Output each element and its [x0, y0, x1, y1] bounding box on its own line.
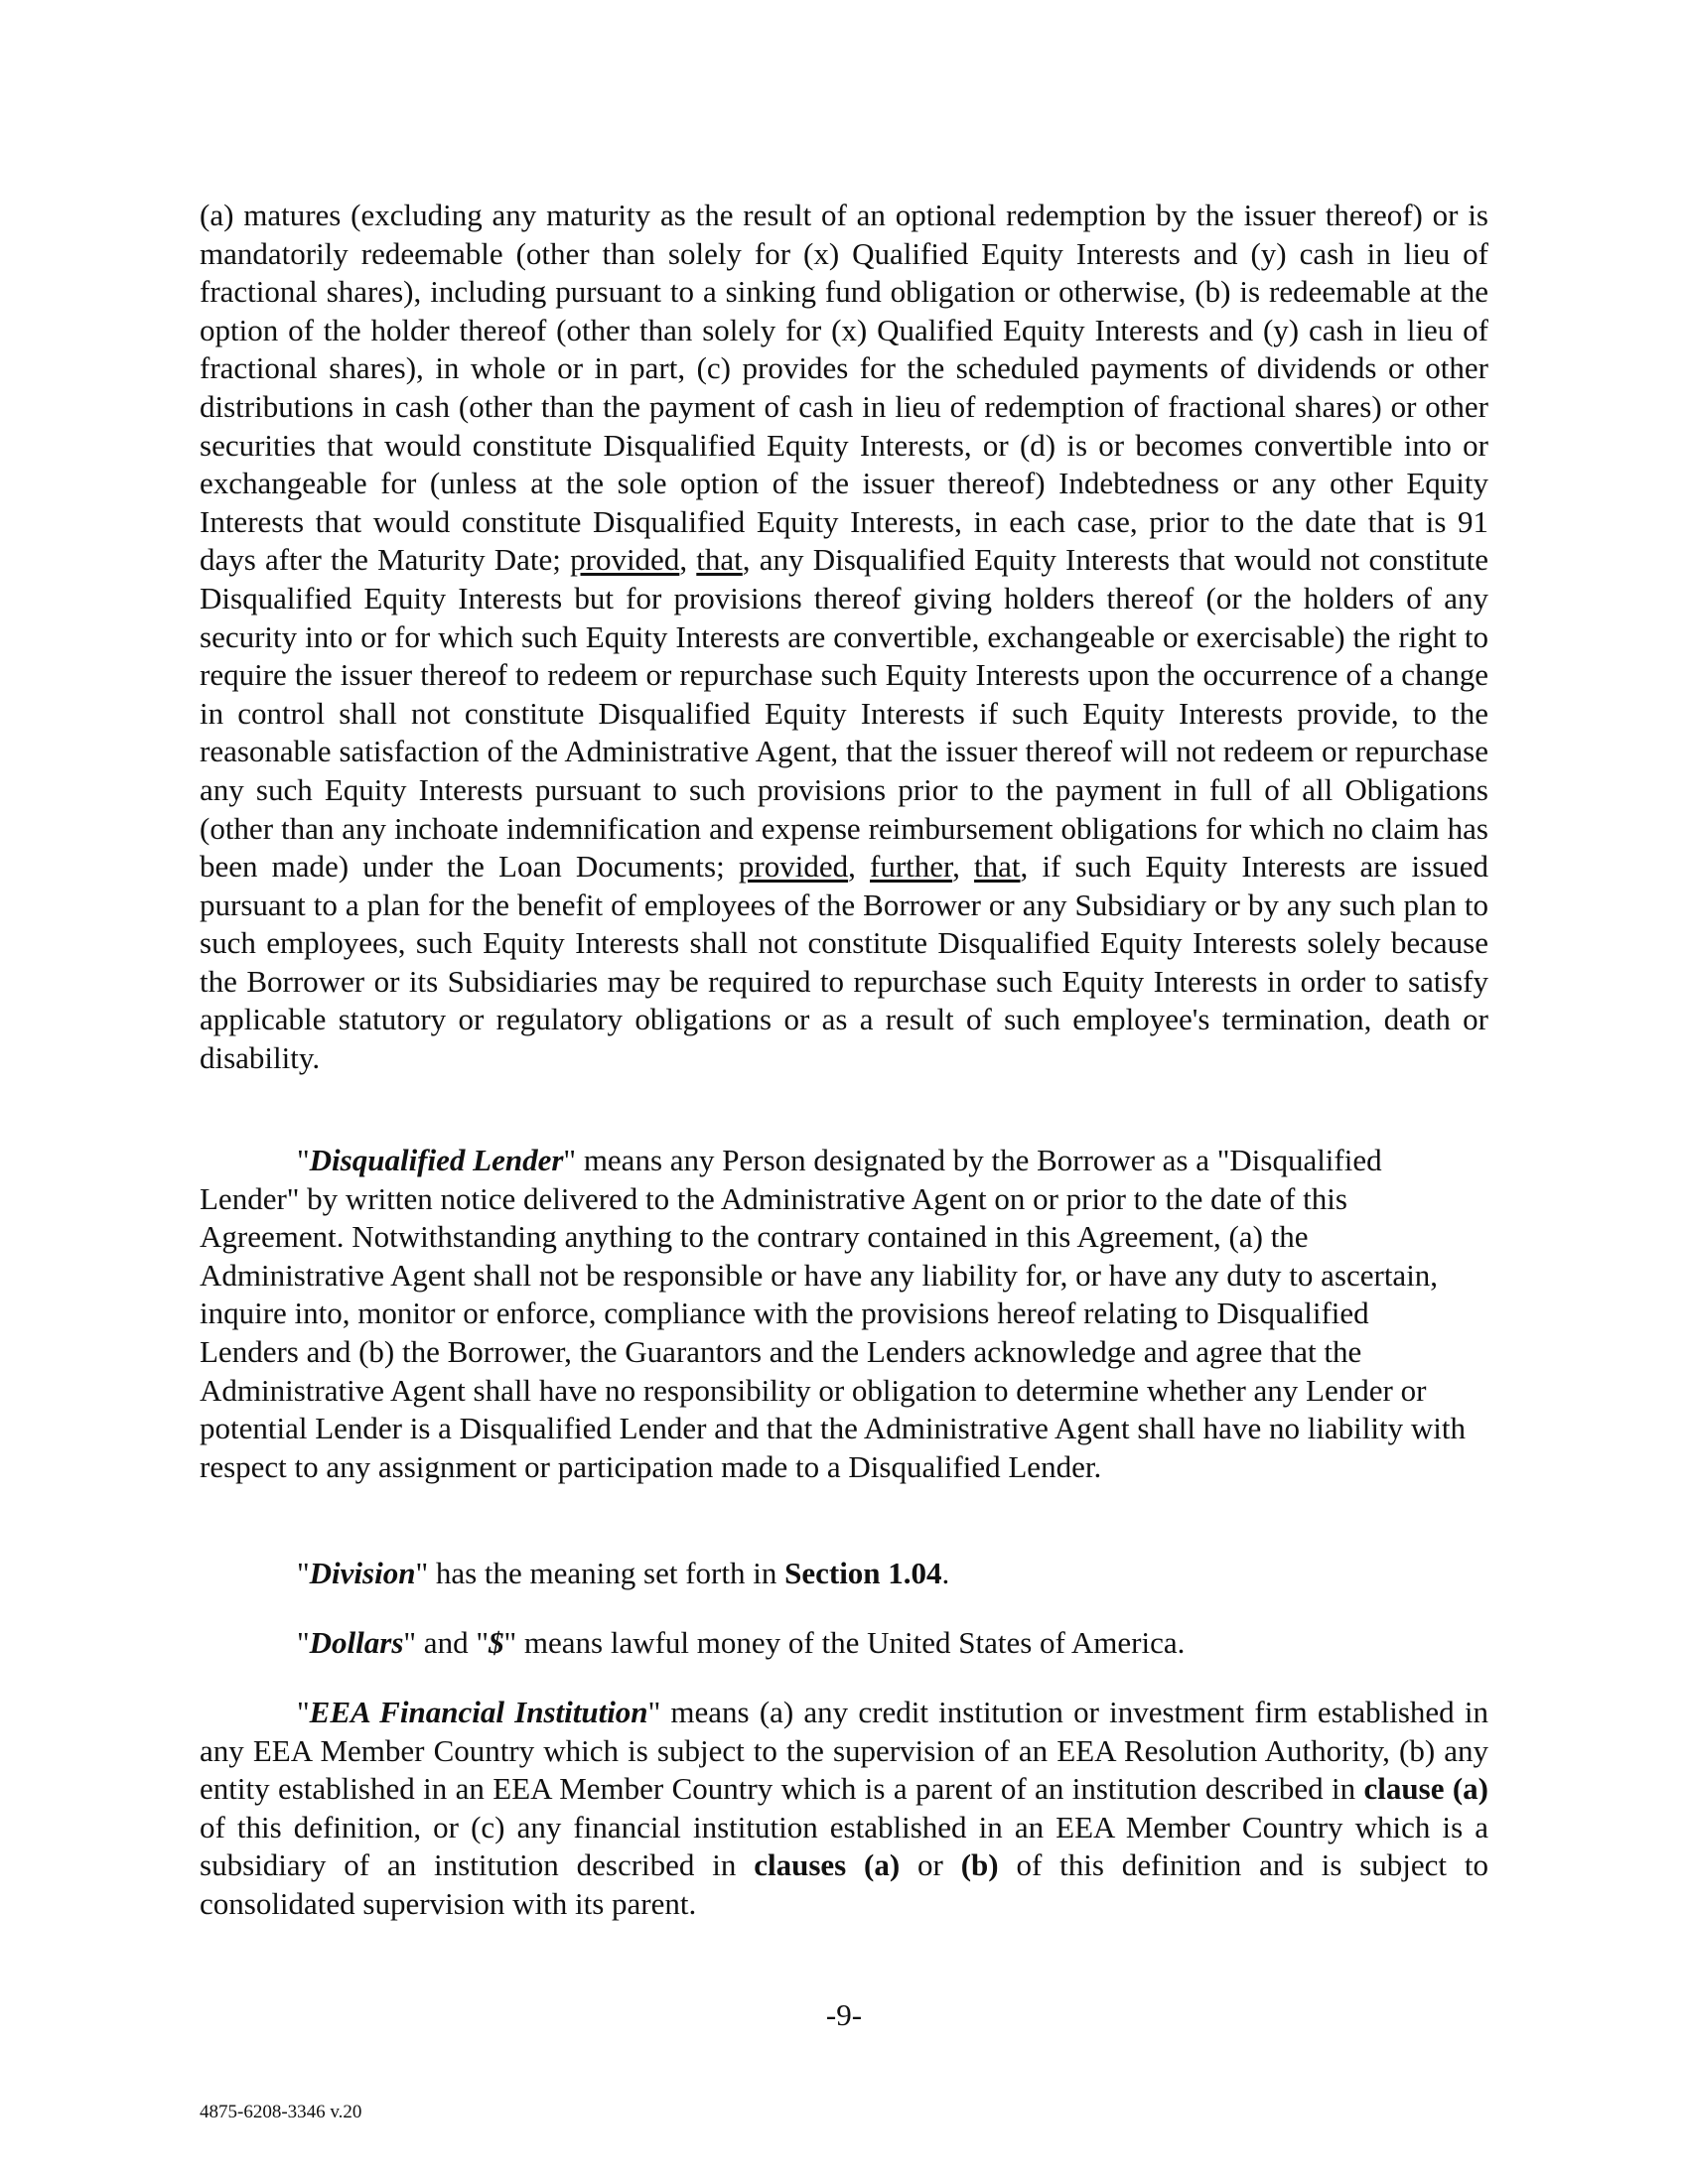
paragraph-text: (a) matures (excluding any maturity as the result of an optional redemption by the issuer thereof) or is mandatorily redeemable (other than solely for (x) Qualified Equity Interests and (y) cash in lieu of fractional shares), including pursuant to a sinking fund obligation or otherwise, (b) is redeemable at the option of the holder thereof (other than solely for (x) Qualified Equity Interests and (y) cash in lieu of fractional shares), in whole or in part, (c) provides for the scheduled payments of dividends or other distributions in cash (other than the payment of cash in lieu of redemption of fractional shares) or other securities that would constitute Disqualified Equity Interests, or (d) is or becomes convertible into or exchangeable for (unless at the sole option of the issuer thereof) Indebtedness or any other Equity Interests that would constitute Disqualified Equity Interests, in each case, prior to the date that is 91 days after the Maturity Date;	[200, 198, 1488, 578]
definition-body: means (a) any credit institution or investment firm established in any EEA Member Country which is subject to the supervision of an EEA Resolution Authority, (b) any entity established in an EEA Member Country which is a parent of an institution described in	[200, 1695, 1488, 1807]
quote-mark: "	[297, 1556, 310, 1590]
definition-body: of this definition, or (c) any financial institution established in an EEA Member Country which is a subsidiary of an institution described in	[200, 1809, 1488, 1883]
defined-term: Dollars	[309, 1625, 404, 1660]
clause-reference: clauses (a)	[754, 1847, 901, 1883]
definition-dollars	[200, 1624, 1488, 1663]
definition-eea-financial-institution	[200, 1694, 1488, 1924]
quote-mark: "	[415, 1556, 429, 1590]
defined-term: $	[488, 1625, 504, 1660]
paragraph-text: , any Disqualified Equity Interests that would not constitute Disqualified Equity Interests but for provisions thereof giving holders thereof (or the holders of any security into or for which such Equity Interests are convertible, exchangeable or exercisable) the right to require the issuer thereof to redeem or repurchase such Equity Interests upon the occurrence of a change in control shall not constitute Disqualified Equity Interests if such Equity Interests provide, to the reasonable satisfaction of the Administrative Agent, that the issuer thereof will not redeem or repurchase any such Equity Interests pursuant to such provisions prior to the payment in full of all Obligations (other than any inchoate indemnification and expense reimbursement obligations for which no claim has been made) under the Loan Documents;	[200, 542, 1489, 885]
quote-mark: "	[297, 1625, 310, 1660]
clause-reference: (b)	[960, 1847, 999, 1883]
quote-mark: "	[297, 1143, 310, 1177]
definition-body: means any Person designated by the Borrower as a "Disqualified Lender" by written notice delivered to the Administrative Agent on or prior to the date of this Agreement. Notwithstanding anything to the contrary contained in this Agreement, (a) the Administrative Agent shall not be responsible or have any liability for, or have any duty to ascertain, inquire into, monitor or enforce, compliance with the provisions hereof relating to Disqualified Lenders and (b) the Borrower, the Guarantors and the Lenders acknowledge and agree that the Administrative Agent shall have no responsibility or obligation to determine whether any Lender or potential Lender is a Disqualified Lender and that the Administrative Agent shall have no liability with respect to any assignment or participation made to a Disqualified Lender.	[200, 1143, 1466, 1484]
paragraph-text: ,	[848, 849, 871, 885]
underlined-term: provided	[738, 849, 849, 885]
clause-reference: clause (a)	[1363, 1771, 1488, 1807]
underlined-term: that	[696, 542, 743, 578]
definition-body: or	[900, 1847, 961, 1883]
quote-mark: "	[647, 1695, 661, 1729]
paragraph-text: ,	[952, 849, 975, 885]
definition-body: .	[941, 1556, 950, 1590]
paragraph-text: ,	[679, 542, 697, 578]
quote-mark: "	[503, 1625, 517, 1660]
definition-division	[200, 1555, 1488, 1593]
underlined-term: further	[870, 849, 953, 885]
quote-mark: " and "	[403, 1625, 489, 1660]
paragraph-text: , if such Equity Interests are issued pursuant to a plan for the benefit of employees of the Borrower or any Subsidiary or by any such plan to such employees, such Equity Interests shall not constitute Disqualified Equity Interests solely because the Borrower or its Subsidiaries may be required to repurchase such Equity Interests in order to satisfy applicable statutory or regulatory obligations or as a result of such employee's termination, death or disability.	[200, 849, 1489, 1076]
definition-disqualified-lender	[200, 1142, 1471, 1486]
quote-mark: "	[297, 1695, 310, 1729]
section-reference: Section 1.04	[784, 1556, 942, 1590]
page-number: -9-	[825, 1997, 863, 2032]
definition-continuation-paragraph	[200, 197, 1488, 1078]
document-id: 4875-6208-3346 v.20	[200, 2102, 362, 2122]
quote-mark: "	[563, 1143, 577, 1177]
underlined-term: that	[974, 849, 1021, 885]
definition-body: has the meaning set forth in	[428, 1556, 785, 1590]
defined-term: Disqualified Lender	[309, 1143, 564, 1177]
defined-term: EEA Financial Institution	[309, 1695, 648, 1729]
definition-body: of this definition and is subject to consolidated supervision with its parent.	[200, 1847, 1488, 1921]
definition-body: means lawful money of the United States of America.	[516, 1625, 1186, 1660]
defined-term: Division	[309, 1556, 416, 1590]
underlined-term: provided	[570, 542, 680, 578]
